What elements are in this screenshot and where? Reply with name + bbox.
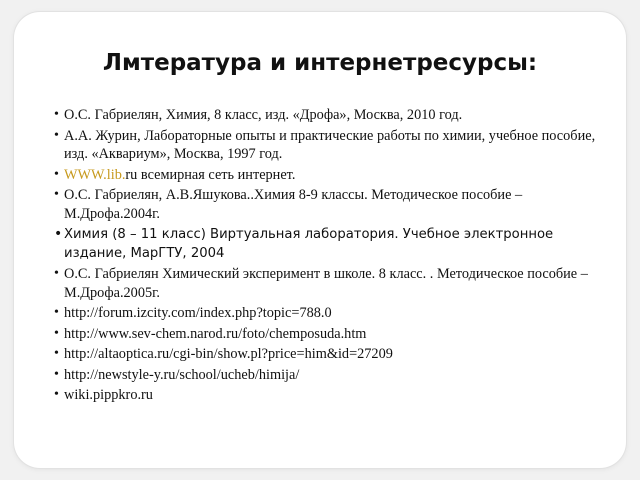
reference-link-5[interactable]	[54, 386, 602, 405]
reference-url[interactable]: http://altaoptica.ru/cgi-bin/show.pl?price=him&id=27209	[64, 346, 393, 362]
reference-text: ru всемирная сеть интернет.	[125, 166, 296, 183]
bullet-icon: •	[54, 387, 59, 402]
reference-text: Химия (8 – 11 класс) Виртуальная лаборатория. Учебное электронное издание, МарГТУ, 2004	[64, 227, 554, 261]
reference-url[interactable]: wiki.pippkro.ru	[64, 387, 153, 403]
reference-link-1[interactable]	[54, 304, 602, 323]
bullet-icon: •	[54, 226, 63, 242]
reference-link-4[interactable]	[54, 366, 602, 385]
reference-text: А.А. Журин, Лабораторные опыты и практические работы по химии, учебное пособие, изд. «Аквариум», Москва, 1997 год.	[64, 127, 596, 162]
bullet-icon: •	[54, 346, 59, 361]
bullet-icon: •	[54, 305, 59, 320]
reference-text: О.С. Габриелян, А.В.Яшукова..Химия 8-9 классы. Методическое пособие – М.Дрофа.2004г.	[64, 187, 523, 222]
bullet-icon: •	[54, 187, 59, 202]
bullet-icon: •	[54, 127, 59, 143]
bullet-icon: •	[54, 366, 59, 382]
reference-url[interactable]: http://newstyle-y.ru/school/ucheb/himija/	[64, 366, 300, 383]
bullet-icon: •	[54, 166, 59, 182]
slide-title: Лмтература и интернетресурсы:	[102, 50, 538, 76]
reference-link-3[interactable]	[54, 345, 602, 364]
reference-item-6	[54, 265, 602, 302]
bullet-icon: •	[54, 107, 59, 122]
reference-text: О.С. Габриелян, Химия, 8 класс, изд. «Дрофа», Москва, 2010 год.	[64, 107, 463, 123]
reference-item-3	[54, 166, 602, 185]
reference-item-4	[54, 186, 602, 223]
reference-item-2	[54, 127, 602, 164]
reference-list	[54, 106, 602, 407]
bullet-icon: •	[54, 325, 59, 341]
reference-link-accent[interactable]: WWW.lib.	[64, 166, 126, 183]
reference-link-2[interactable]	[54, 325, 602, 344]
reference-url[interactable]: http://forum.izcity.com/index.php?topic=788.0	[64, 305, 332, 321]
reference-url[interactable]: http://www.sev-chem.narod.ru/foto/chemposuda.htm	[64, 325, 367, 342]
reference-item-5	[54, 225, 602, 263]
reference-text: О.С. Габриелян Химический эксперимент в школе. 8 класс. . Методическое пособие – М.Дрофа.2005г.	[64, 266, 588, 301]
reference-item-1	[54, 106, 602, 125]
bullet-icon: •	[54, 266, 59, 281]
